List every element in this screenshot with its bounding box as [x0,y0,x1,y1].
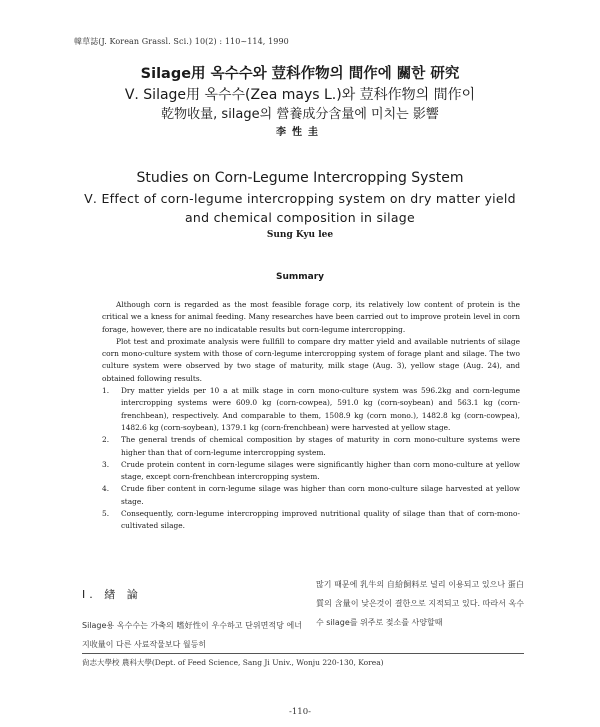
section-heading-introduction: Ⅰ. 緖 論 [82,588,142,601]
summary-result-item [102,385,520,434]
summary-heading: Summary [275,272,325,282]
summary-paragraph: Although corn is regarded as the most feasible forage corp, its relatively low content of protein is the critical we a kness for animal feeding. Many researches have been carried out to improve protein level in corn forage, however, there are no indicatable results but corn-legume intercropping. [102,300,520,334]
item-number: 4. [102,484,110,494]
korean-title-line-1: Silage用 옥수수와 荳科作物의 間作에 關한 研究 [140,66,460,82]
english-title-line-2: Ⅴ. Effect of corn-legume intercropping system on dry matter yield [84,191,516,206]
body-text-right: 많기 때문에 乳牛의 自給飼料로 널리 이용되고 있으나 蛋白質의 含量이 낮은것이 결한으로 지적되고 있다. 따라서 옥수수 silage를 위주로 젖소를 사양할때 [316,580,524,627]
item-number: 5. [102,509,110,519]
summary-results-list [102,385,520,533]
author-affiliation: 尙志大學校 農科大學(Dept. of Feed Science, Sang Ji Univ., Wonju 220-130, Korea) [82,658,384,667]
english-title-line-1: Studies on Corn-Legume Intercropping System [136,170,464,186]
summary-paragraph: Plot test and proximate analysis were fullfill to compare dry matter yield and available nutrients of silage corn mono-culture system with those of corn-legume intercropping system of forage plant and silage. The two culture system were observed by two stage of maturity, milk stage (Aug. 3), yellow stage (Aug. 24), and obtained following results. [102,336,520,383]
item-text: Consequently, corn-legume intercropping improved nutritional quality of silage than that of corn-mono-cultivated silage. [121,509,520,531]
english-author: Sung Kyu lee [266,230,334,240]
summary-result-item [102,434,520,459]
summary-result-item [102,459,520,484]
item-number: 2. [102,435,110,445]
item-text: Crude protein content in corn-legume silages were significantly higher than corn mono-culture at yellow stage, except corn-frenchbean intercropping system. [121,459,520,482]
item-text: Dry matter yields per 10 a at milk stage in corn mono-culture system was 596.2kg and corn-legume intercropping systems were 609.0 kg (corn-cowpea), 591.0 kg (corn-soybean) and 563.1 kg (corn-frenchbean), respectively. And comparable to them, 1508.9 kg (corn mono.), 1482.8 kg (corn-cowpea), 1482.6 kg (corn-soybean), 1379.1 kg (corn-frenchbean) were harvested at yellow stage. [121,386,520,432]
korean-author: 李性圭 [276,127,324,138]
body-left-column [82,616,302,654]
summary-body [102,299,520,533]
english-title-line-3: and chemical composition in silage [184,210,416,225]
korean-title-line-2: Ⅴ. Silage用 옥수수(Zea mays L.)와 荳科作物의 間作이 [124,87,476,103]
item-number: 1. [102,386,110,396]
korean-title-line-3: 乾物收量, silage의 營養成分含量에 미치는 影響 [161,107,439,122]
running-head: 韓草誌(J. Korean Grassl. Sci.) 10(2) : 110~114, 1990 [74,37,289,46]
page-number: -110- [289,707,311,717]
body-right-column [316,575,524,632]
body-text-left: Silage용 옥수수는 가축의 嗜好性이 우수하고 단위면적당 에너지收量이 다른 사료작물보다 월등히 [82,621,302,649]
summary-result-item [102,508,520,533]
footnote-divider [82,653,524,654]
summary-result-item [102,483,520,508]
item-number: 3. [102,459,110,469]
item-text: The general trends of chemical composition by stages of maturity in corn mono-culture systems were higher than that of corn-legume intercropping system. [121,435,520,457]
item-text: Crude fiber content in corn-legume silage was higher than corn mono-culture silage harvested at yellow stage. [121,484,520,506]
